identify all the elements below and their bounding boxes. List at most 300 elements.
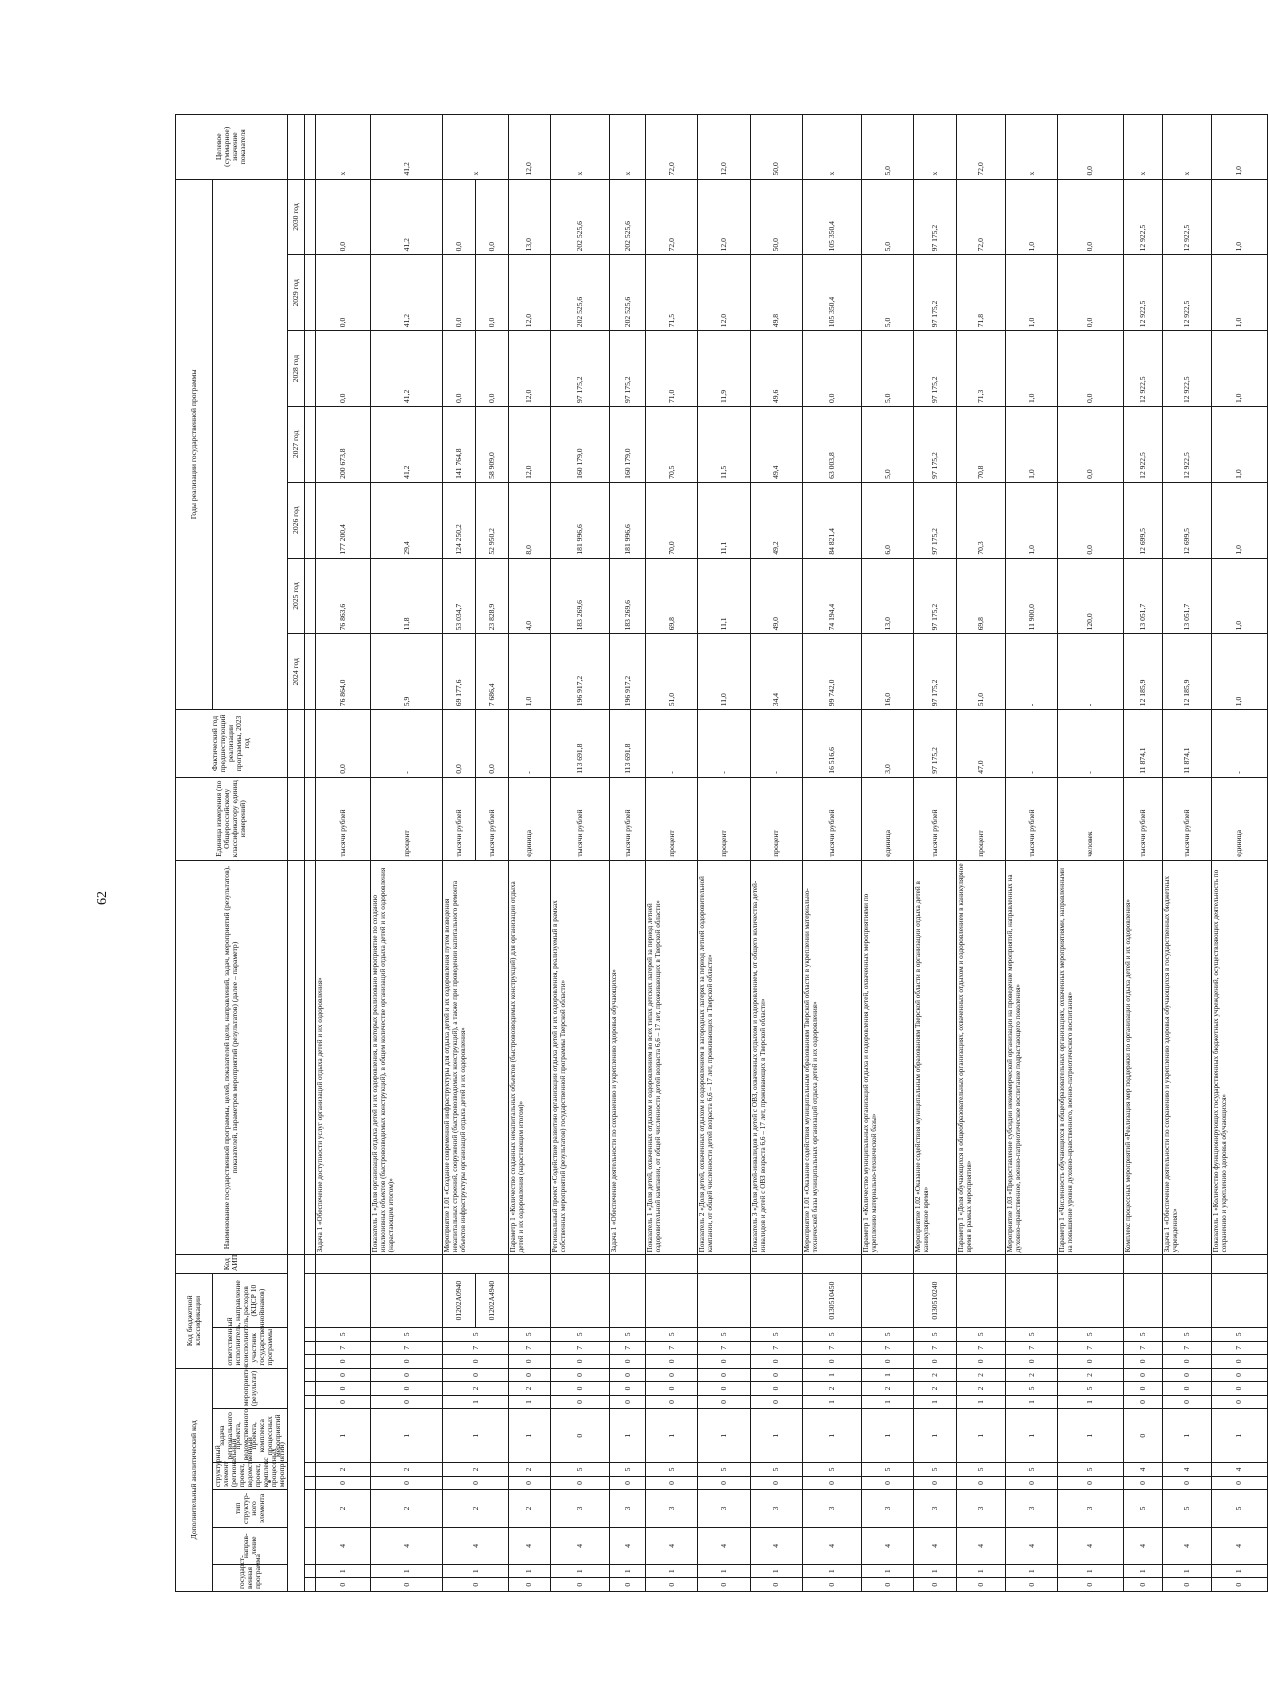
code-direction: 4 <box>1058 1527 1123 1564</box>
row-target: х <box>443 115 508 180</box>
code-struct: 5 <box>1005 1463 1057 1477</box>
code-event: 0 <box>698 1382 750 1396</box>
code-executor: 5 <box>750 1328 802 1342</box>
code-expense <box>1162 1274 1211 1328</box>
row-target: х <box>551 115 610 180</box>
code-executor: 7 <box>861 1341 913 1355</box>
code-aip <box>861 1255 913 1274</box>
code-event: 0 <box>1123 1368 1162 1382</box>
row-name: Показатель 1 «Доля детей, охваченных отдыхом и оздоровлением во всех типах детских лагерей за период летней оздоровительной кампании, от общей численности детей возраста 6,6 – 17 лет, проживающих в Тверской области» <box>646 860 698 1255</box>
code-struct: 0 <box>443 1476 508 1490</box>
code-direction: 4 <box>1162 1527 1211 1564</box>
header-target: Целевое (суммарное) значение показателя <box>176 115 288 180</box>
code-task: 1 <box>861 1409 913 1463</box>
code-struct: 2 <box>371 1463 443 1477</box>
row-fact: - <box>1211 710 1267 778</box>
row-year-value: 105 350,4 <box>803 255 862 331</box>
row-year-value: 160 179,0 <box>610 407 646 483</box>
row-year-value: 13,0 <box>861 558 913 634</box>
row-year-value: 8,0 <box>508 482 551 558</box>
row-year-value: 12 185,9 <box>1123 634 1162 710</box>
code-struct: 0 <box>1005 1476 1057 1490</box>
row-name: Мероприятие 1.03 «Предоставление субсидии некоммерческой организации на проведение мероприятий, направленных на духовно-нравственное, военно-патриотическое воспитание подрастающего поколения» <box>1005 860 1057 1255</box>
code-direction: 4 <box>1211 1527 1267 1564</box>
year-2029: 2029 год <box>287 255 304 331</box>
index-cell <box>304 1382 315 1396</box>
code-aip <box>315 1255 371 1274</box>
code-struct: 0 <box>508 1476 551 1490</box>
code-executor: 7 <box>315 1341 371 1355</box>
code-aip <box>610 1255 646 1274</box>
row-year-value: 52 950,2 <box>476 482 509 558</box>
code-event: 1 <box>1058 1395 1123 1409</box>
row-year-value: 202 525,6 <box>610 255 646 331</box>
row-year-value: 11 900,0 <box>1005 558 1057 634</box>
table-row <box>914 115 957 1592</box>
code-struct: 5 <box>956 1463 1005 1477</box>
row-year-value: 177 200,4 <box>315 482 371 558</box>
row-year-value: 76 864,0 <box>315 634 371 710</box>
row-unit: единица <box>861 777 913 860</box>
code-executor: 7 <box>371 1341 443 1355</box>
header-years-spacer <box>213 179 288 710</box>
row-year-value: 0,0 <box>315 331 371 407</box>
code-executor: 7 <box>956 1341 1005 1355</box>
row-year-value: 1,0 <box>1211 407 1267 483</box>
header-name-spacer <box>287 860 304 1255</box>
code-event: 2 <box>508 1382 551 1396</box>
row-year-value: 12,0 <box>698 179 750 255</box>
row-year-value: 1,0 <box>1211 482 1267 558</box>
row-year-value: 69,8 <box>956 558 1005 634</box>
row-year-value: 120,0 <box>1058 558 1123 634</box>
index-cell <box>304 331 315 407</box>
code-program: 1 <box>1123 1565 1162 1579</box>
row-year-value: 97 175,2 <box>914 179 957 255</box>
code-executor: 0 <box>315 1355 371 1369</box>
code-struct: 0 <box>956 1476 1005 1490</box>
code-executor: 0 <box>443 1355 508 1369</box>
code-event: 0 <box>698 1368 750 1382</box>
code-program: 1 <box>750 1565 802 1579</box>
header-budget-group: Код бюджетной классификации <box>176 1274 213 1369</box>
code-executor: 0 <box>1162 1355 1211 1369</box>
code-event: 2 <box>956 1382 1005 1396</box>
header-program: государст-венная программа <box>213 1565 288 1592</box>
row-year-value: 97 175,2 <box>914 255 957 331</box>
code-event: 0 <box>646 1382 698 1396</box>
code-executor: 0 <box>803 1355 862 1369</box>
code-executor: 7 <box>1123 1341 1162 1355</box>
code-struct: 5 <box>698 1463 750 1477</box>
row-year-value: 70,3 <box>956 482 1005 558</box>
code-event: 2 <box>956 1368 1005 1382</box>
code-executor: 0 <box>1123 1355 1162 1369</box>
code-program: 1 <box>646 1565 698 1579</box>
index-cell <box>304 1463 315 1477</box>
row-name: Комплекс процессных мероприятий «Реализация мер поддержки по организации отдыха детей и их оздоровления» <box>1123 860 1162 1255</box>
code-event: 0 <box>750 1382 802 1396</box>
header-aip: Код АИП <box>176 1255 288 1274</box>
row-year-value: 72,0 <box>956 179 1005 255</box>
code-expense <box>371 1274 443 1328</box>
row-unit: тысячи рублей <box>914 777 957 860</box>
code-event: 0 <box>610 1382 646 1396</box>
row-year-value: 181 996,6 <box>610 482 646 558</box>
code-expense <box>1211 1274 1267 1328</box>
row-year-value: 49,4 <box>750 407 802 483</box>
code-program: 0 <box>315 1578 371 1592</box>
row-name: Региональный проект «Содействие развитию организации отдыха детей и их оздоровления, реализуемый в рамках собственных мероприятий (результатов) государственной программы Тверской области» <box>551 860 610 1255</box>
row-year-value: 13 051,7 <box>1123 558 1162 634</box>
code-program: 0 <box>610 1578 646 1592</box>
table-row <box>1005 115 1057 1592</box>
row-year-value: 183 269,6 <box>610 558 646 634</box>
index-cell <box>304 1255 315 1274</box>
code-event: 1 <box>803 1395 862 1409</box>
code-struct: 0 <box>861 1476 913 1490</box>
table-row <box>1162 115 1211 1592</box>
row-name: Мероприятие 1.01 «Создание современной инфраструктуры для отдыха детей и их оздоровления путем возведения некапитальных строений, сооружений (быстровозводимых конструкций), а также при проведении капитального ремонта объектов инфраструктуры организаций отдыха детей и их оздоровления» <box>443 860 508 1255</box>
code-executor: 0 <box>750 1355 802 1369</box>
code-direction: 4 <box>315 1527 371 1564</box>
row-year-value: 70,8 <box>956 407 1005 483</box>
code-program: 0 <box>1211 1578 1267 1592</box>
row-year-value: 49,6 <box>750 331 802 407</box>
row-year-value: 29,4 <box>371 482 443 558</box>
code-executor: 0 <box>610 1355 646 1369</box>
table-row <box>1058 115 1123 1592</box>
index-cell <box>304 1578 315 1592</box>
code-type: 3 <box>914 1490 957 1527</box>
year-2030: 2030 год <box>287 179 304 255</box>
row-unit: процент <box>698 777 750 860</box>
code-event: 0 <box>1123 1395 1162 1409</box>
row-year-value: 12 922,5 <box>1123 331 1162 407</box>
row-fact: - <box>1058 710 1123 778</box>
code-event: 1 <box>956 1395 1005 1409</box>
code-aip <box>371 1255 443 1274</box>
code-executor: 7 <box>803 1341 862 1355</box>
code-executor: 7 <box>914 1341 957 1355</box>
row-year-value: 97 175,2 <box>551 331 610 407</box>
code-struct: 0 <box>803 1476 862 1490</box>
row-year-value: 12,0 <box>508 255 551 331</box>
code-executor: 5 <box>956 1328 1005 1342</box>
table-row <box>508 115 551 1592</box>
code-event: 5 <box>1005 1382 1057 1396</box>
table-row <box>1211 115 1267 1592</box>
index-cell <box>304 777 315 860</box>
table-row <box>956 115 1005 1592</box>
code-struct: 5 <box>750 1463 802 1477</box>
code-event: 2 <box>914 1368 957 1382</box>
code-task: 1 <box>508 1409 551 1463</box>
code-task: 1 <box>371 1409 443 1463</box>
code-event: 2 <box>803 1382 862 1396</box>
row-name: Показатель 1 «Доля организаций отдыха детей и их оздоровления, в которых реализовано мероприятие по созданию инклюзивных объектов (быстровозводимых конструкций), в общем количестве организаций отдыха детей и их оздоровления (нарастающим итогом)» <box>371 860 443 1255</box>
index-cell <box>304 1328 315 1342</box>
row-year-value: 49,8 <box>750 255 802 331</box>
index-cell <box>304 1527 315 1564</box>
row-year-value: 141 764,8 <box>443 407 476 483</box>
code-executor: 7 <box>698 1341 750 1355</box>
code-event: 1 <box>443 1395 508 1409</box>
row-year-value: 0,0 <box>315 179 371 255</box>
code-expense <box>646 1274 698 1328</box>
code-executor: 5 <box>1162 1328 1211 1342</box>
code-event: 0 <box>1211 1368 1267 1382</box>
code-executor: 5 <box>551 1328 610 1342</box>
code-struct: 0 <box>610 1476 646 1490</box>
code-aip <box>1005 1255 1057 1274</box>
row-target: 1,0 <box>1211 115 1267 180</box>
rotated-table-container <box>175 114 1244 1592</box>
code-event: 0 <box>646 1368 698 1382</box>
code-struct: 2 <box>443 1463 508 1477</box>
row-fact: 113 691,8 <box>610 710 646 778</box>
index-cell <box>304 1274 315 1328</box>
row-unit: процент <box>956 777 1005 860</box>
index-cell <box>304 558 315 634</box>
table-row <box>803 115 862 1592</box>
row-year-value: - <box>1058 634 1123 710</box>
row-year-value: 13,0 <box>508 179 551 255</box>
row-year-value: 5,0 <box>861 179 913 255</box>
code-program: 0 <box>1005 1578 1057 1592</box>
code-executor: 5 <box>315 1328 371 1342</box>
code-executor: 0 <box>914 1355 957 1369</box>
code-program: 0 <box>861 1578 913 1592</box>
index-cell <box>304 179 315 255</box>
row-year-value: 1,0 <box>1211 634 1267 710</box>
code-event: 0 <box>315 1395 371 1409</box>
code-executor: 7 <box>646 1341 698 1355</box>
index-cell <box>304 1409 315 1463</box>
code-type: 3 <box>610 1490 646 1527</box>
header-spacer-left <box>287 1255 304 1592</box>
code-direction: 4 <box>443 1527 508 1564</box>
code-direction: 4 <box>698 1527 750 1564</box>
row-fact: - <box>646 710 698 778</box>
row-year-value: 72,0 <box>646 179 698 255</box>
row-year-value: 1,0 <box>508 634 551 710</box>
code-type: 2 <box>371 1490 443 1527</box>
row-year-value: 70,5 <box>646 407 698 483</box>
program-table <box>175 114 1268 1592</box>
index-cell <box>304 860 315 1255</box>
code-executor: 5 <box>803 1328 862 1342</box>
code-expense: 01202А4940 <box>476 1274 509 1328</box>
header-event: мероприятие (результат) <box>213 1368 288 1409</box>
code-executor: 7 <box>1162 1341 1211 1355</box>
header-unit-spacer <box>287 777 304 860</box>
code-program: 0 <box>914 1578 957 1592</box>
code-type: 5 <box>1211 1490 1267 1527</box>
code-struct: 0 <box>914 1476 957 1490</box>
row-year-value: - <box>1005 634 1057 710</box>
row-year-value: 0,0 <box>476 179 509 255</box>
row-year-value: 0,0 <box>315 255 371 331</box>
code-expense <box>861 1274 913 1328</box>
row-fact: 3,0 <box>861 710 913 778</box>
row-year-value: 12 922,5 <box>1162 407 1211 483</box>
code-direction: 4 <box>551 1527 610 1564</box>
row-name: Мероприятие 1.02 «Оказание содействия муниципальным образованиям Тверской области в организации отдыха детей в каникулярное время» <box>914 860 957 1255</box>
code-aip <box>914 1255 957 1274</box>
row-name: Показатель 2 «Доля детей, охваченных отдыхом и оздоровлением в загородных лагерях за период летней оздоровительной кампании, от общей численности детей возраста 6,6 – 17 лет, проживающих в Тверской области» <box>698 860 750 1255</box>
code-executor: 0 <box>956 1355 1005 1369</box>
code-struct: 0 <box>1211 1476 1267 1490</box>
row-year-value: 5,9 <box>371 634 443 710</box>
index-cell <box>304 1490 315 1527</box>
code-event: 0 <box>1123 1382 1162 1396</box>
row-unit: процент <box>750 777 802 860</box>
code-event: 0 <box>315 1368 371 1382</box>
row-year-value: 23 828,9 <box>476 558 509 634</box>
code-program: 0 <box>646 1578 698 1592</box>
row-year-value: 196 917,2 <box>610 634 646 710</box>
code-struct: 5 <box>803 1463 862 1477</box>
code-task: 1 <box>914 1409 957 1463</box>
row-year-value: 5,0 <box>861 407 913 483</box>
code-task: 1 <box>646 1409 698 1463</box>
code-expense: 0130510450 <box>803 1274 862 1328</box>
row-year-value: 0,0 <box>1058 179 1123 255</box>
code-event: 2 <box>1058 1368 1123 1382</box>
row-year-value: 202 525,6 <box>610 179 646 255</box>
code-type: 3 <box>750 1490 802 1527</box>
code-program: 1 <box>551 1565 610 1579</box>
code-direction: 4 <box>610 1527 646 1564</box>
index-cell <box>304 255 315 331</box>
row-year-value: 11,1 <box>698 482 750 558</box>
row-target: х <box>610 115 646 180</box>
code-expense <box>551 1274 610 1328</box>
code-struct: 0 <box>1162 1476 1211 1490</box>
table-row <box>861 115 913 1592</box>
code-program: 1 <box>1162 1565 1211 1579</box>
code-executor: 5 <box>371 1328 443 1342</box>
row-year-value: 58 909,0 <box>476 407 509 483</box>
code-executor: 5 <box>443 1328 508 1342</box>
code-executor: 5 <box>698 1328 750 1342</box>
code-event: 0 <box>610 1368 646 1382</box>
code-event: 0 <box>551 1368 610 1382</box>
code-direction: 4 <box>750 1527 802 1564</box>
row-year-value: 97 175,2 <box>914 331 957 407</box>
row-year-value: 97 175,2 <box>914 482 957 558</box>
code-expense <box>508 1274 551 1328</box>
code-event: 0 <box>551 1395 610 1409</box>
code-executor: 7 <box>1211 1341 1267 1355</box>
code-event: 0 <box>750 1368 802 1382</box>
table-row <box>698 115 750 1592</box>
row-target: 72,0 <box>956 115 1005 180</box>
code-executor: 5 <box>861 1328 913 1342</box>
row-year-value: 0,0 <box>476 255 509 331</box>
index-cell <box>304 1368 315 1382</box>
row-year-value: 105 350,4 <box>803 179 862 255</box>
row-year-value: 1,0 <box>1211 255 1267 331</box>
header-type: тип структур-ного элемента <box>213 1490 288 1527</box>
row-year-value: 71,3 <box>956 331 1005 407</box>
row-year-value: 196 917,2 <box>551 634 610 710</box>
code-aip <box>551 1255 610 1274</box>
row-year-value: 181 996,6 <box>551 482 610 558</box>
code-event: 1 <box>803 1368 862 1382</box>
row-target: х <box>1162 115 1211 180</box>
row-year-value: 13 051,7 <box>1162 558 1211 634</box>
header-target-spacer <box>287 115 304 180</box>
row-year-value: 99 742,0 <box>803 634 862 710</box>
code-executor: 7 <box>551 1341 610 1355</box>
code-task: 1 <box>443 1409 508 1463</box>
row-name: Задача 1 «Обеспечение деятельности по сохранению и укреплению здоровья обучающихся в государственных бюджетных учреждениях» <box>1162 860 1211 1255</box>
code-task: 1 <box>1058 1409 1123 1463</box>
row-year-value: 76 863,6 <box>315 558 371 634</box>
row-year-value: 12 699,5 <box>1162 482 1211 558</box>
code-event: 0 <box>315 1382 371 1396</box>
header-direction: направ-ление <box>213 1527 288 1564</box>
code-task: 1 <box>698 1409 750 1463</box>
code-program: 0 <box>371 1578 443 1592</box>
code-struct: 4 <box>1211 1463 1267 1477</box>
code-event: 0 <box>371 1368 443 1382</box>
row-year-value: 16,0 <box>861 634 913 710</box>
code-struct: 5 <box>914 1463 957 1477</box>
code-expense <box>1058 1274 1123 1328</box>
code-executor: 7 <box>443 1341 508 1355</box>
code-event: 2 <box>1005 1368 1057 1382</box>
code-type: 3 <box>1058 1490 1123 1527</box>
row-year-value: 51,0 <box>646 634 698 710</box>
row-unit: тысячи рублей <box>315 777 371 860</box>
code-event: 0 <box>1211 1395 1267 1409</box>
code-direction: 4 <box>508 1527 551 1564</box>
row-name: Показатель 1 «Количество функционирующих государственных бюджетных учреждений, осуществляющих деятельность по сохранению и укреплению здоровья обучающихся» <box>1211 860 1267 1255</box>
code-struct: 5 <box>861 1463 913 1477</box>
row-target: х <box>914 115 957 180</box>
index-cell <box>304 407 315 483</box>
page-number: 62 <box>95 891 110 905</box>
row-year-value: 1,0 <box>1211 179 1267 255</box>
year-2027: 2027 год <box>287 407 304 483</box>
code-aip <box>443 1255 508 1274</box>
row-year-value: 160 179,0 <box>551 407 610 483</box>
row-target: х <box>315 115 371 180</box>
row-unit: единица <box>1211 777 1267 860</box>
code-program: 1 <box>508 1565 551 1579</box>
row-year-value: 41,2 <box>371 331 443 407</box>
code-struct: 0 <box>750 1476 802 1490</box>
code-executor: 7 <box>610 1341 646 1355</box>
code-event: 1 <box>1005 1395 1057 1409</box>
code-executor: 0 <box>1005 1355 1057 1369</box>
row-year-value: 12 699,5 <box>1123 482 1162 558</box>
row-target: 41,2 <box>371 115 443 180</box>
code-aip <box>1162 1255 1211 1274</box>
code-type: 3 <box>1005 1490 1057 1527</box>
row-year-value: 84 821,4 <box>803 482 862 558</box>
code-task: 1 <box>956 1409 1005 1463</box>
row-year-value: 70,0 <box>646 482 698 558</box>
row-year-value: 0,0 <box>1058 407 1123 483</box>
code-event: 2 <box>861 1382 913 1396</box>
code-event: 0 <box>610 1395 646 1409</box>
row-year-value: 1,0 <box>1005 407 1057 483</box>
code-program: 0 <box>1058 1578 1123 1592</box>
